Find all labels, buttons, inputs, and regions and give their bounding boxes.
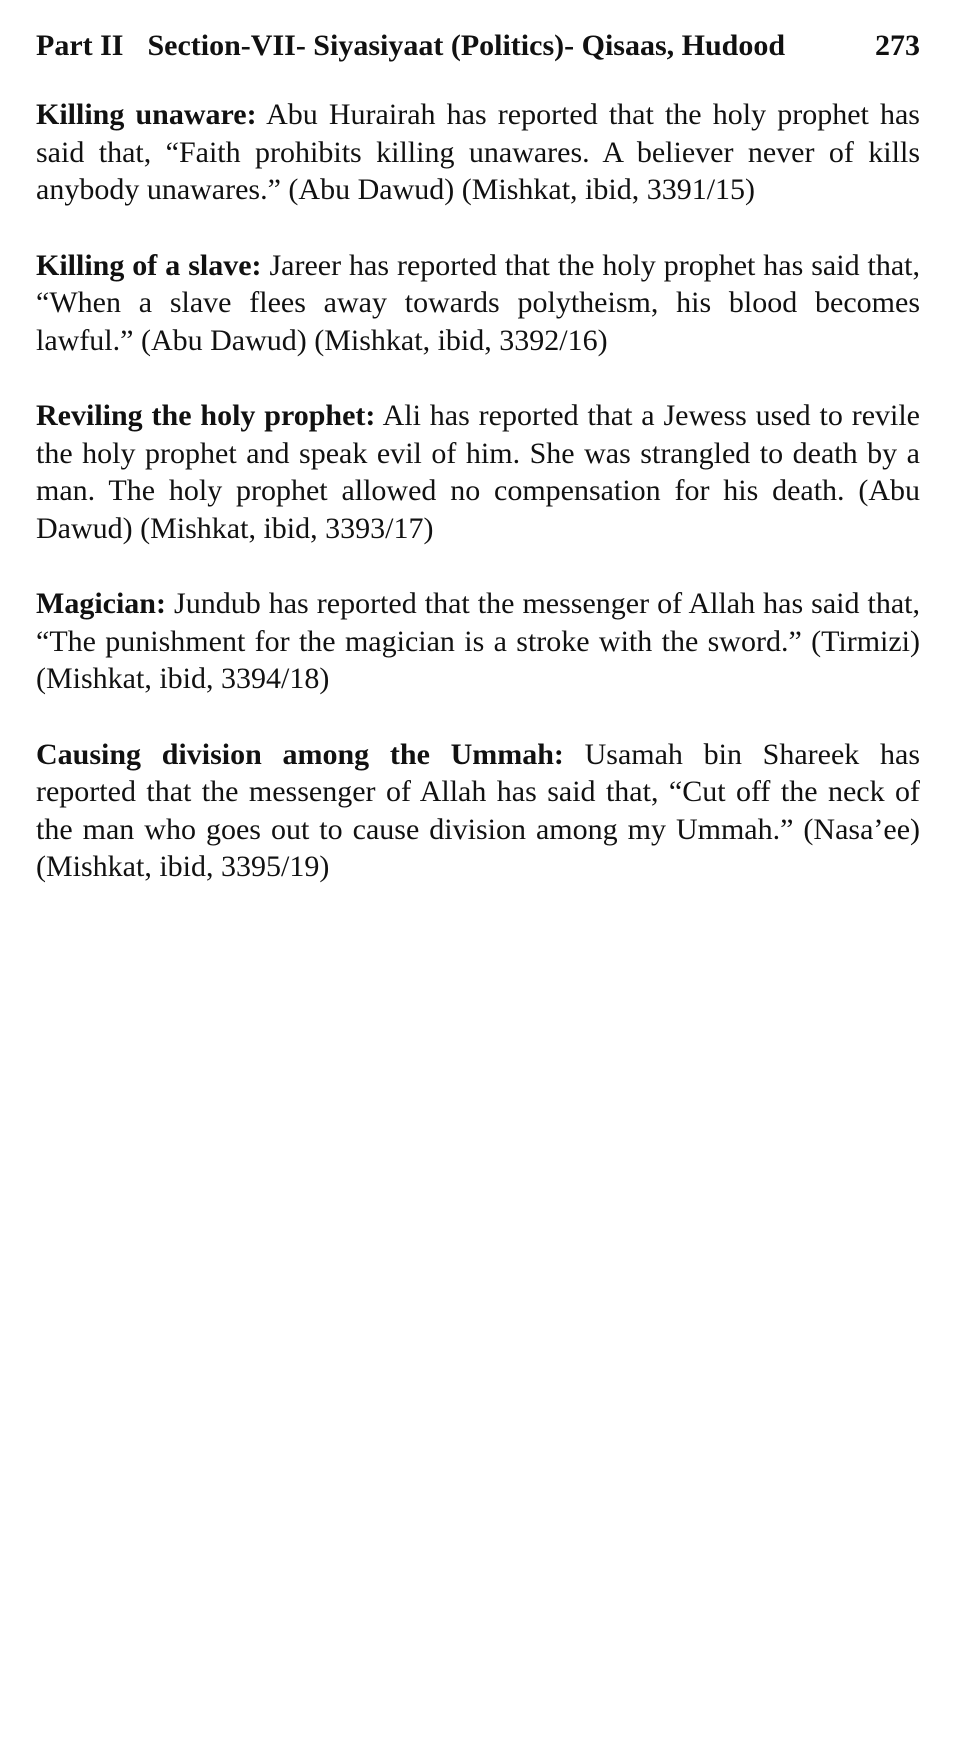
entry-magician bbox=[36, 585, 920, 698]
document-page bbox=[36, 22, 920, 924]
part-label: Part II bbox=[36, 29, 124, 62]
section-title: Section-VII- Siyasiyaat (Politics)- Qisaas, Hudood bbox=[147, 29, 786, 62]
entry-term: Magician: bbox=[36, 587, 166, 620]
entry-killing-unaware bbox=[36, 96, 920, 209]
entry-text: Jareer has reported that the holy prophet has said that, “When a slave flees away towards polytheism, his blood becomes lawful.” (Abu Dawud) (Mishkat, ibid, 3392/16) bbox=[36, 248, 921, 357]
entry-killing-of-a-slave bbox=[36, 247, 920, 360]
entry-text: Abu Hurairah has reported that the holy prophet has said that, “Faith prohibits killing unawares. A believer never of kills anybody unawares.” (Abu Dawud) (Mishkat, ibid, 3391/15) bbox=[36, 98, 920, 206]
entry-text: Usamah bin Shareek has reported that the messenger of Allah has said that, “Cut off the neck of the man who goes out to cause division among my Ummah.” (Nasa’ee) (Mishkat, ibid, 3395/19) bbox=[36, 737, 920, 883]
entry-term: Killing unaware: bbox=[36, 98, 257, 131]
entry-text: Jundub has reported that the messenger of Allah has said that, “The punishment for the magician is a stroke with the sword.” (Tirmizi) (Mishkat, ibid, 3394/18) bbox=[36, 587, 921, 695]
entry-term: Reviling the holy prophet: bbox=[36, 399, 376, 432]
running-header bbox=[36, 22, 920, 70]
entry-causing-division bbox=[36, 736, 920, 886]
page-number: 273 bbox=[875, 29, 920, 62]
entry-reviling-the-holy-prophet bbox=[36, 397, 920, 547]
entry-text: Ali has reported that a Jewess used to revile the holy prophet and speak evil of him. She was strangled to death by a man. The holy prophet allowed no compensation for his death. (Abu Dawud) (Mishkat, ibid, 3393/17) bbox=[36, 399, 920, 545]
entry-term: Killing of a slave: bbox=[36, 248, 262, 282]
entry-term: Causing division among the Ummah: bbox=[36, 737, 564, 771]
